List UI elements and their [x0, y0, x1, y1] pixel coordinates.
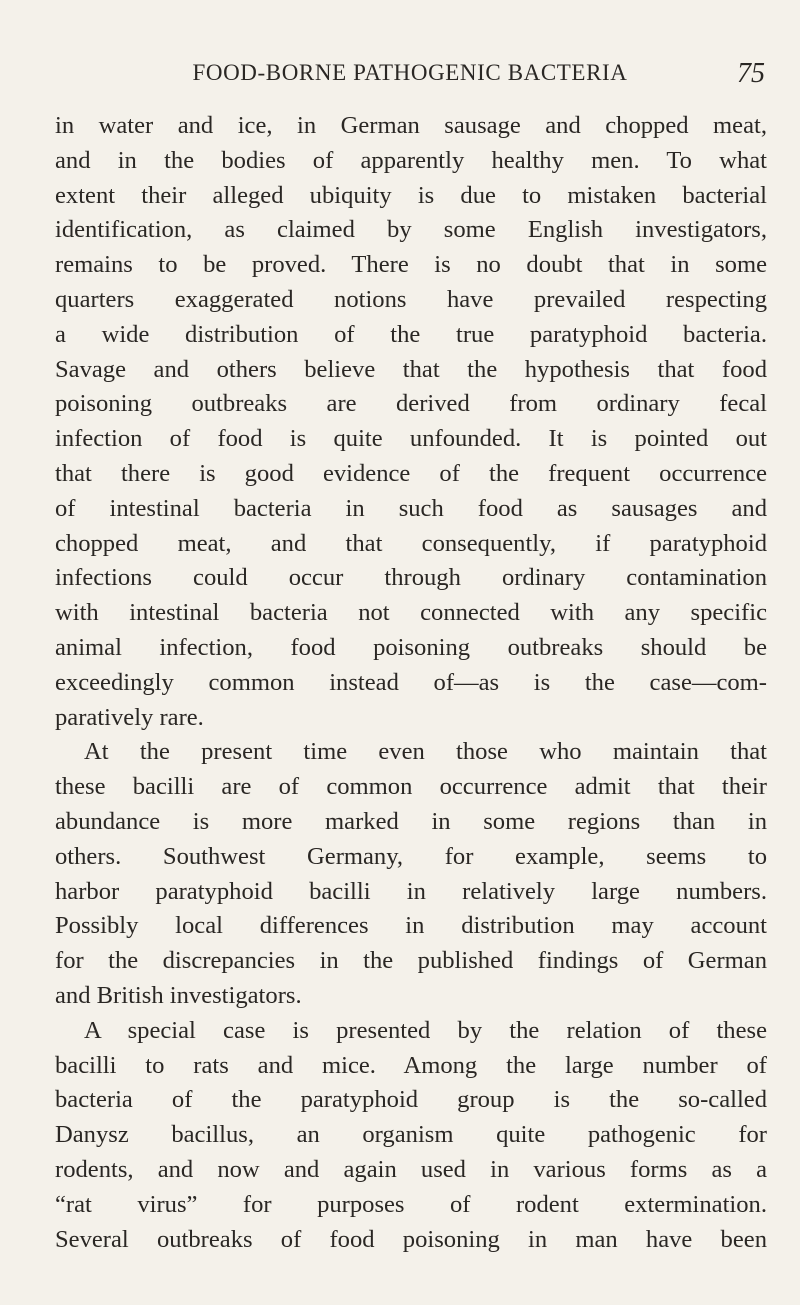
text-line: remains to be proved. There is no doubt that in some — [55, 251, 767, 279]
text-line: others. Southwest Germany, for example, seems to — [55, 842, 767, 870]
text-line: identification, as claimed by some English investigators, — [55, 216, 767, 244]
text-line: bacilli to rats and mice. Among the large number of — [55, 1051, 767, 1079]
text-line: paratively rare. — [55, 703, 204, 731]
text-line: infections could occur through ordinary contamination — [55, 564, 767, 592]
text-line: rodents, and now and again used in various forms as a — [55, 1155, 767, 1183]
text-line: A special case is presented by the relation of these — [84, 1016, 767, 1044]
text-line: exceedingly common instead of—as is the case—com- — [55, 668, 767, 696]
text-line: poisoning outbreaks are derived from ordinary fecal — [55, 390, 767, 418]
page-number: 75 — [737, 58, 765, 89]
running-title: FOOD-BORNE PATHOGENIC BACTERIA — [192, 60, 628, 85]
text-line: in water and ice, in German sausage and chopped meat, — [55, 112, 767, 139]
text-line: these bacilli are of common occurrence admit that their — [55, 773, 767, 801]
text-line: Danysz bacillus, an organism quite pathogenic for — [55, 1121, 767, 1149]
text-line: bacteria of the paratyphoid group is the so-called — [55, 1086, 767, 1114]
text-line: extent their alleged ubiquity is due to mistaken bacterial — [55, 181, 767, 209]
text-line: and British investigators. — [55, 981, 302, 1009]
text-line: At the present time even those who maintain that — [84, 738, 767, 766]
text-line: a wide distribution of the true paratyphoid bacteria. — [55, 320, 767, 348]
text-line: and in the bodies of apparently healthy men. To what — [55, 146, 767, 174]
running-head — [55, 60, 765, 100]
text-line: that there is good evidence of the frequent occurrence — [55, 459, 767, 487]
text-line: of intestinal bacteria in such food as sausages and — [55, 494, 767, 522]
text-line: with intestinal bacteria not connected with any specific — [55, 599, 767, 627]
text-line: “rat virus” for purposes of rodent extermination. — [55, 1190, 767, 1218]
text-line: Savage and others believe that the hypothesis that food — [55, 355, 767, 383]
text-line: harbor paratyphoid bacilli in relatively large numbers. — [55, 877, 767, 905]
text-line: abundance is more marked in some regions than in — [55, 807, 767, 835]
text-line: chopped meat, and that consequently, if paratyphoid — [55, 529, 767, 557]
body-text — [55, 109, 767, 1257]
text-line: infection of food is quite unfounded. It is pointed out — [55, 425, 767, 453]
text-line: Several outbreaks of food poisoning in man have been — [55, 1225, 767, 1253]
text-line: Possibly local differences in distribution may account — [55, 912, 767, 940]
text-line: quarters exaggerated notions have prevailed respecting — [55, 285, 767, 313]
text-line: for the discrepancies in the published findings of German — [55, 947, 767, 975]
text-line: animal infection, food poisoning outbreaks should be — [55, 633, 767, 661]
